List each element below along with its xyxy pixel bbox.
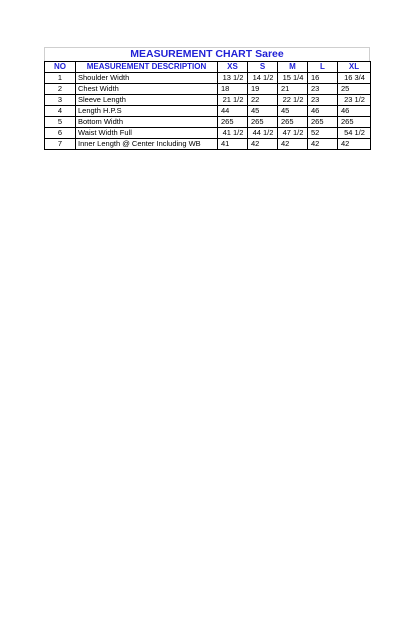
table-row xyxy=(45,128,371,139)
cell-s: 42 xyxy=(248,139,278,150)
cell-xl: 54 1/2 xyxy=(338,128,371,139)
cell-l: 52 xyxy=(308,128,338,139)
cell-l: 42 xyxy=(308,139,338,150)
cell-s: 22 xyxy=(248,95,278,106)
cell-m: 42 xyxy=(278,139,308,150)
row-no: 2 xyxy=(45,84,76,95)
row-description: Sleeve Length xyxy=(76,95,218,106)
chart-title: MEASUREMENT CHART Saree xyxy=(44,47,370,61)
table-row xyxy=(45,139,371,150)
cell-l: 23 xyxy=(308,84,338,95)
measurement-chart xyxy=(44,47,370,150)
header-xs: XS xyxy=(218,62,248,73)
cell-s: 14 1/2 xyxy=(248,73,278,84)
cell-xs: 41 xyxy=(218,139,248,150)
row-no: 4 xyxy=(45,106,76,117)
cell-m: 45 xyxy=(278,106,308,117)
row-description: Bottom Width xyxy=(76,117,218,128)
cell-l: 46 xyxy=(308,106,338,117)
table-row xyxy=(45,95,371,106)
cell-xl: 42 xyxy=(338,139,371,150)
row-description: Length H.P.S xyxy=(76,106,218,117)
table-row xyxy=(45,106,371,117)
row-description: Waist Width Full xyxy=(76,128,218,139)
measurement-table xyxy=(44,61,371,150)
cell-xl: 265 xyxy=(338,117,371,128)
cell-l: 23 xyxy=(308,95,338,106)
cell-xs: 21 1/2 xyxy=(218,95,248,106)
table-row xyxy=(45,73,371,84)
cell-s: 44 1/2 xyxy=(248,128,278,139)
row-no: 5 xyxy=(45,117,76,128)
header-description: MEASUREMENT DESCRIPTION xyxy=(76,62,218,73)
cell-xl: 16 3/4 xyxy=(338,73,371,84)
cell-xl: 23 1/2 xyxy=(338,95,371,106)
cell-s: 265 xyxy=(248,117,278,128)
header-no: NO xyxy=(45,62,76,73)
cell-m: 22 1/2 xyxy=(278,95,308,106)
row-description: Inner Length @ Center Including WB xyxy=(76,139,218,150)
cell-s: 19 xyxy=(248,84,278,95)
cell-l: 16 xyxy=(308,73,338,84)
table-header-row xyxy=(45,62,371,73)
header-l: L xyxy=(308,62,338,73)
cell-xs: 265 xyxy=(218,117,248,128)
header-s: S xyxy=(248,62,278,73)
cell-xs: 44 xyxy=(218,106,248,117)
cell-xl: 25 xyxy=(338,84,371,95)
row-description: Chest Width xyxy=(76,84,218,95)
table-row xyxy=(45,117,371,128)
cell-m: 265 xyxy=(278,117,308,128)
row-description: Shoulder Width xyxy=(76,73,218,84)
cell-m: 15 1/4 xyxy=(278,73,308,84)
cell-m: 47 1/2 xyxy=(278,128,308,139)
header-m: M xyxy=(278,62,308,73)
cell-xl: 46 xyxy=(338,106,371,117)
cell-xs: 18 xyxy=(218,84,248,95)
row-no: 6 xyxy=(45,128,76,139)
header-xl: XL xyxy=(338,62,371,73)
row-no: 1 xyxy=(45,73,76,84)
row-no: 3 xyxy=(45,95,76,106)
row-no: 7 xyxy=(45,139,76,150)
cell-s: 45 xyxy=(248,106,278,117)
cell-xs: 41 1/2 xyxy=(218,128,248,139)
cell-l: 265 xyxy=(308,117,338,128)
table-row xyxy=(45,84,371,95)
cell-m: 21 xyxy=(278,84,308,95)
cell-xs: 13 1/2 xyxy=(218,73,248,84)
